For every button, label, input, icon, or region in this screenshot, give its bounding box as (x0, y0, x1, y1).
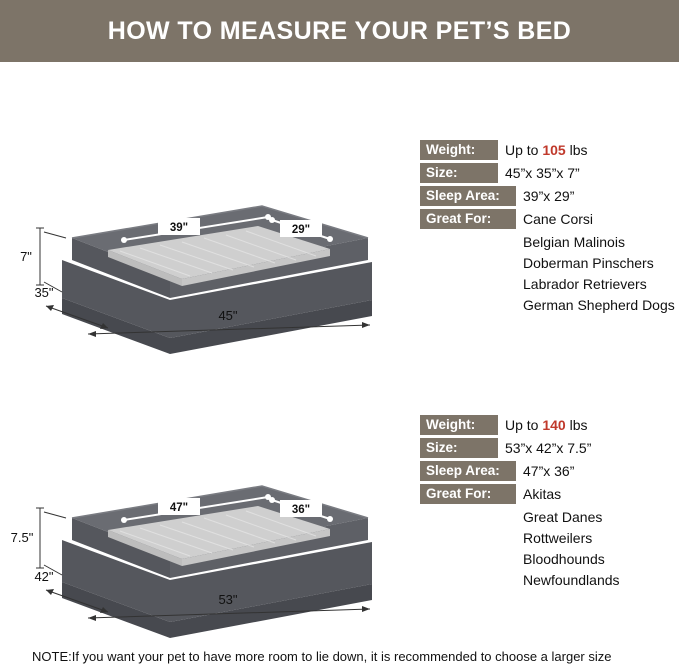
weight-number-large: 105 (542, 142, 566, 158)
sleep-area-label: Sleep Area: (420, 186, 516, 206)
spec-row-weight-large (420, 140, 670, 160)
weight-prefix-xlarge: Up to (505, 417, 543, 433)
dim-inner-side-large-text: 29" (291, 224, 311, 236)
bed-graphic-large (62, 206, 372, 354)
size-value-large: 45”x 35”x 7” (505, 165, 580, 181)
dim-inner-side-xlarge-text: 36" (291, 504, 311, 516)
spec-panel-xlarge (420, 415, 670, 591)
breed-list-xlarge (420, 507, 670, 591)
dim-inner-top-large-text: 39" (169, 222, 189, 234)
dim-depth-xlarge-text: 42" (34, 569, 54, 584)
page-title: HOW TO MEASURE YOUR PET’S BED (107, 16, 572, 45)
sleep-area-value-xlarge: 47”x 36” (523, 463, 575, 479)
weight-label: Weight: (420, 140, 498, 160)
breed-list-large (420, 232, 675, 316)
bed-section-xlarge (0, 390, 679, 640)
weight-number-xlarge: 140 (542, 417, 566, 433)
breed-item: Belgian Malinois (523, 234, 625, 250)
bed-section-large (0, 110, 679, 360)
dimension-height-large (36, 228, 66, 292)
weight-label: Weight: (420, 415, 498, 435)
weight-value-large (498, 140, 588, 160)
spec-row-weight-xlarge (420, 415, 670, 435)
spec-row-sleeparea-xlarge (420, 461, 670, 481)
bed-illustration-large (0, 110, 420, 360)
spec-row-size-xlarge (420, 438, 670, 458)
dim-depth-large-text: 35" (34, 285, 54, 300)
spec-row-size-large (420, 163, 670, 183)
breed-item: Great Danes (523, 509, 603, 525)
size-value-xlarge: 53”x 42”x 7.5” (505, 440, 592, 456)
sleep-area-label: Sleep Area: (420, 461, 516, 481)
dim-height-xlarge-text: 7.5" (10, 530, 34, 545)
bed-illustration-xlarge (0, 390, 420, 640)
size-label: Size: (420, 163, 498, 183)
dim-width-large-text: 45" (218, 308, 238, 323)
bed-graphic-xlarge (62, 486, 372, 638)
breed-item: Newfoundlands (523, 572, 620, 588)
breed-item: Doberman Pinschers (523, 255, 654, 271)
great-for-label: Great For: (420, 209, 516, 229)
breed-item: Rottweilers (523, 530, 593, 546)
sleep-area-value-large: 39”x 29” (523, 188, 575, 204)
spec-row-sleeparea-large (420, 186, 670, 206)
spec-panel-large (420, 140, 675, 316)
breed-item: Bloodhounds (523, 551, 605, 567)
weight-suffix-xlarge: lbs (565, 417, 588, 433)
dimension-height-xlarge (36, 508, 66, 575)
dim-width-xlarge-text: 53" (218, 592, 238, 607)
breed-item: Labrador Retrievers (523, 276, 647, 292)
weight-suffix-large: lbs (565, 142, 588, 158)
great-for-first-large: Cane Corsi (523, 211, 594, 227)
spec-row-greatfor-large (420, 209, 670, 229)
great-for-first-xlarge: Akitas (523, 486, 562, 502)
dim-height-large-text: 7" (20, 249, 32, 264)
size-label: Size: (420, 438, 498, 458)
weight-value-xlarge (498, 415, 588, 435)
spec-row-greatfor-xlarge (420, 484, 670, 504)
footer-note: NOTE:If you want your pet to have more room to lie down, it is recommended to choose a larger size (32, 649, 612, 664)
page-header (0, 0, 679, 62)
weight-prefix-large: Up to (505, 142, 543, 158)
breed-item: German Shepherd Dogs (523, 297, 675, 313)
dim-inner-top-xlarge-text: 47" (169, 502, 189, 514)
great-for-label: Great For: (420, 484, 516, 504)
